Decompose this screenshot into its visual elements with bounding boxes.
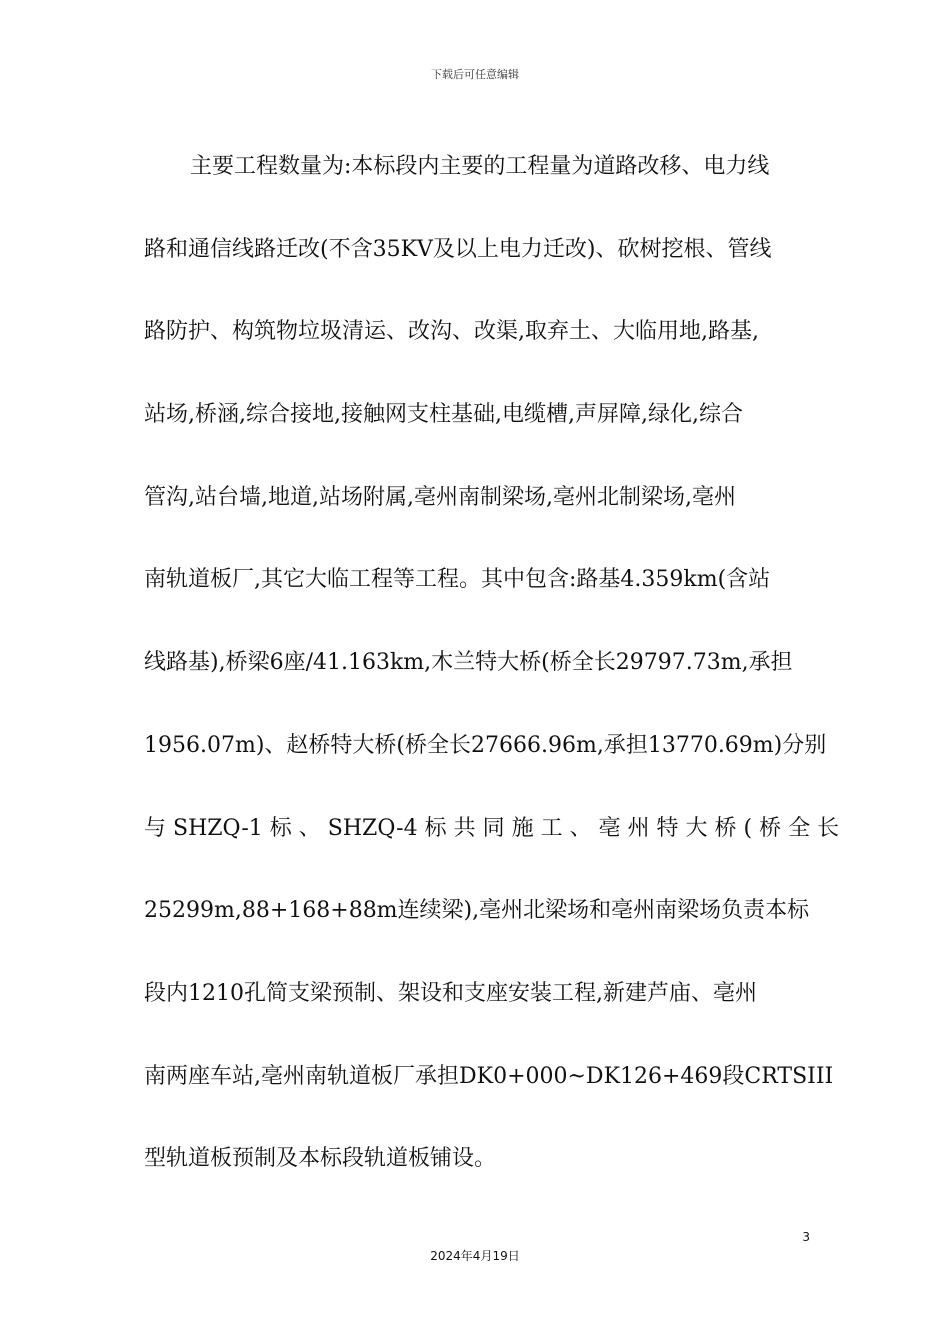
- paragraph-line: 段内1210孔简支梁预制、架设和支座安装工程,新建芦庙、亳州: [144, 980, 757, 1006]
- paragraph-line: 25299m,88+168+88m连续梁),亳州北梁场和亳州南梁场负责本标: [144, 898, 810, 924]
- paragraph-line: 南两座车站,亳州南轨道板厂承担DK0+000~DK126+469段CRTSIII: [144, 1063, 834, 1089]
- paragraph-line: 型轨道板预制及本标段轨道板铺设。: [144, 1146, 497, 1172]
- paragraph-line: 主要工程数量为:本标段内主要的工程量为道路改移、电力线: [190, 154, 770, 179]
- paragraph-line: 管沟,站台墙,地道,站场附属,亳州南制梁场,亳州北制梁场,亳州: [144, 484, 736, 510]
- body-paragraph: [144, 126, 840, 1201]
- paragraph-line: 南轨道板厂,其它大临工程等工程。其中包含:路基4.359km(含站: [144, 567, 771, 593]
- paragraph-line: 路防护、构筑物垃圾清运、改沟、改渠,取弃土、大临用地,路基,: [144, 319, 759, 345]
- footer-date: 2024年4月19日: [430, 1249, 520, 1263]
- paragraph-line: 路和通信线路迁改(不含35KV及以上电力迁改)、砍树挖根、管线: [144, 236, 772, 262]
- paragraph-line: 线路基),桥梁6座/41.163km,木兰特大桥(桥全长29797.73m,承担: [144, 650, 793, 676]
- page-number: 3: [802, 1230, 810, 1244]
- page-header: 下载后可任意编辑: [431, 68, 519, 81]
- paragraph-line: 与 SHZQ-1 标 、 SHZQ-4 标 共 同 施 工 、 亳 州 特 大 桥 ( 桥 全 长: [144, 815, 840, 841]
- paragraph-line: 1956.07m)、赵桥特大桥(桥全长27666.96m,承担13770.69m)分别: [144, 732, 827, 758]
- paragraph-line: 站场,桥涵,综合接地,接触网支柱基础,电缆槽,声屏障,绿化,综合: [144, 402, 743, 428]
